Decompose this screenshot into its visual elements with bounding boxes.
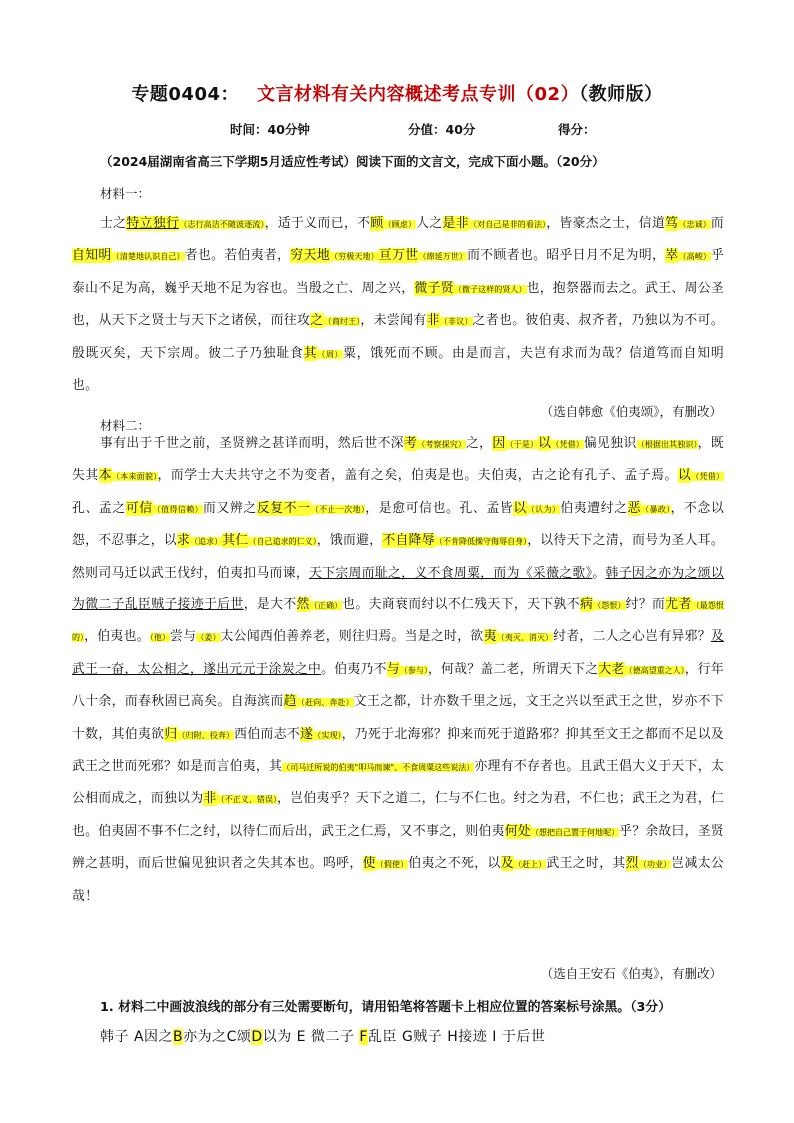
segment: 接迹	[458, 1029, 488, 1045]
segment: 以为	[262, 1029, 292, 1045]
option-label-highlighted[interactable]: B	[173, 1029, 184, 1045]
question-1: 1. 材料二中画波浪线的部分有三处需要断句，请用铅笔将答题卡上相应位置的答案标号涂黑。（3分）	[100, 1000, 671, 1015]
segment: 贼子	[413, 1029, 443, 1045]
time-label: 时间：40分钟	[230, 122, 310, 137]
exam-meta	[230, 120, 790, 138]
segment: 颂	[236, 1029, 252, 1045]
answer-line	[100, 1026, 545, 1046]
option-label[interactable]: H	[447, 1029, 459, 1045]
material2-label: 材料二：	[100, 418, 151, 433]
option-label[interactable]: E	[296, 1029, 307, 1045]
option-label[interactable]: G	[401, 1029, 414, 1045]
material2-text: 事有出于千世之前，圣贤辨之甚详而明，然后世不深考（考察探究）之，因（于是）以（凭借）偏见独识（根据出其独识），既失其本（本来面貌），而学士大夫共守之不为变者，盖有之矣，伯夷是也。夫伯夷，古之论有孔子、孟子焉。以（凭借）孔、孟之可信（值得信赖）而又辨之反复不一（不止一次地），是愈可信也。孔、孟皆以（认为）伯夷遭纣之恶（暴政），不念以怨，不忍事之，以求（追求）其仁（自己追求的仁义），饿而避，不自降辱（不肯降低操守侮辱自身），以待天下之清，而号为圣人耳。然则司马迁以武王伐纣，伯夷扣马而谏，天下宗周而耻之，义不食周粟，而为《采薇之歌》。韩子因之亦为之颂以为微二子乱臣贼子接迹于后世，是大不然（正确）也。夫商衰而纣以不仁残天下，天下孰不病（怨恨）纣？而尤者（最怨恨的），伯夷也。（他）尝与（姜）太公闻西伯善养老，则往归焉。当是之时，欲夷（夷灭、消灭）纣者，二人之心岂有异邪？及武王一奋，太公相之，遂出元元于涂炭之中。伯夷乃不与（参与），何哉？盖二老，所谓天下之大老（德高望重之人），行年八十余，而春秋固已高矣。自海滨而趋（赶向、奔赴）文王之都，计亦数千里之远，文王之兴以至武王之世，岁亦不下十数，其伯夷欲归（归附、投奔）西伯而志不遂（实现），乃死于北海邪？抑来而死于道路邪？抑其至文王之都而不足以及武王之世而死邪？如是而言伯夷，其（司马迁所说的伯夷"叩马而谏"、不食周粟这些说法）亦理有不存者也。且武王倡大义于天下，太公相而成之，而独以为非（不正义、错误），岂伯夷乎？天下之道二，仁与不仁也。纣之为君，不仁也；武王之为君，仁也。伯夷固不事不仁之纣，以待仁而后出，武王之仁焉，又不事之，则伯夷何处（想把自己置于何地呢）乎？余故曰，圣贤辨之甚明，而后世偏见独识者之失其本也。呜呼，使（假使）伯夷之不死，以及（赶上）武王之时，其烈（功业）岂减太公哉！	[72, 436, 725, 904]
option-label-highlighted[interactable]: F	[359, 1029, 368, 1045]
intro-text: （2024届湖南省高三下学期5月适应性考试）阅读下面的文言文，完成下面小题。（20分）	[100, 154, 605, 169]
segment: 韩子	[100, 1029, 129, 1045]
material1-text: 士之特立独行（志行高洁不随波逐流），适于义而已，不顾（顾虑）人之是非（对自己是非的看法），皆豪杰之士，信道笃（忠诚）而自知明（清楚地认识自己）者也。若伯夷者，穷天地（穷极天地）亘万世（绵延万世）而不顾者也。昭乎日月不足为明，崒（高峻）乎泰山不足为高，巍乎天地不足为容也。当殷之亡、周之兴，微子贤（微子这样的贤人）也，抱祭器而去之。武王、周公圣也，从天下之贤士与天下之诸侯，而往攻之（商纣王），未尝闻有非（非议）之者也。彼伯夷、叔齐者，乃独以为不可。殷既灭矣，天下宗周。彼二子乃独耻食其（周）粟，饿死而不顾。由是而言，夫岂有求而为哉？信道笃而自知明也。	[72, 216, 725, 394]
material1-label: 材料一：	[100, 186, 151, 201]
segment: 亦为之	[183, 1029, 227, 1045]
option-label-highlighted[interactable]: D	[251, 1029, 263, 1045]
option-label[interactable]: A	[133, 1029, 145, 1045]
score-label: 分值：40分	[408, 122, 476, 137]
material1-source: （选自韩愈《伯夷颂》，有删改）	[540, 404, 722, 419]
segment: 微二子	[310, 1029, 355, 1045]
got-label: 得分：	[558, 122, 596, 137]
title-prefix: 专题0404：	[131, 84, 240, 105]
option-label[interactable]: C	[226, 1029, 237, 1045]
segment: 乱臣	[367, 1029, 397, 1045]
title-suffix: （教师版）	[579, 84, 663, 105]
page-title	[0, 80, 794, 106]
option-label[interactable]: I	[492, 1029, 497, 1045]
segment: 因之	[144, 1029, 174, 1045]
segment: 于后世	[501, 1029, 546, 1045]
material2-source: （选自王安石《伯夷》，有删改）	[540, 966, 722, 981]
title-main: 文言材料有关内容概述考点专训（02）	[257, 84, 580, 105]
